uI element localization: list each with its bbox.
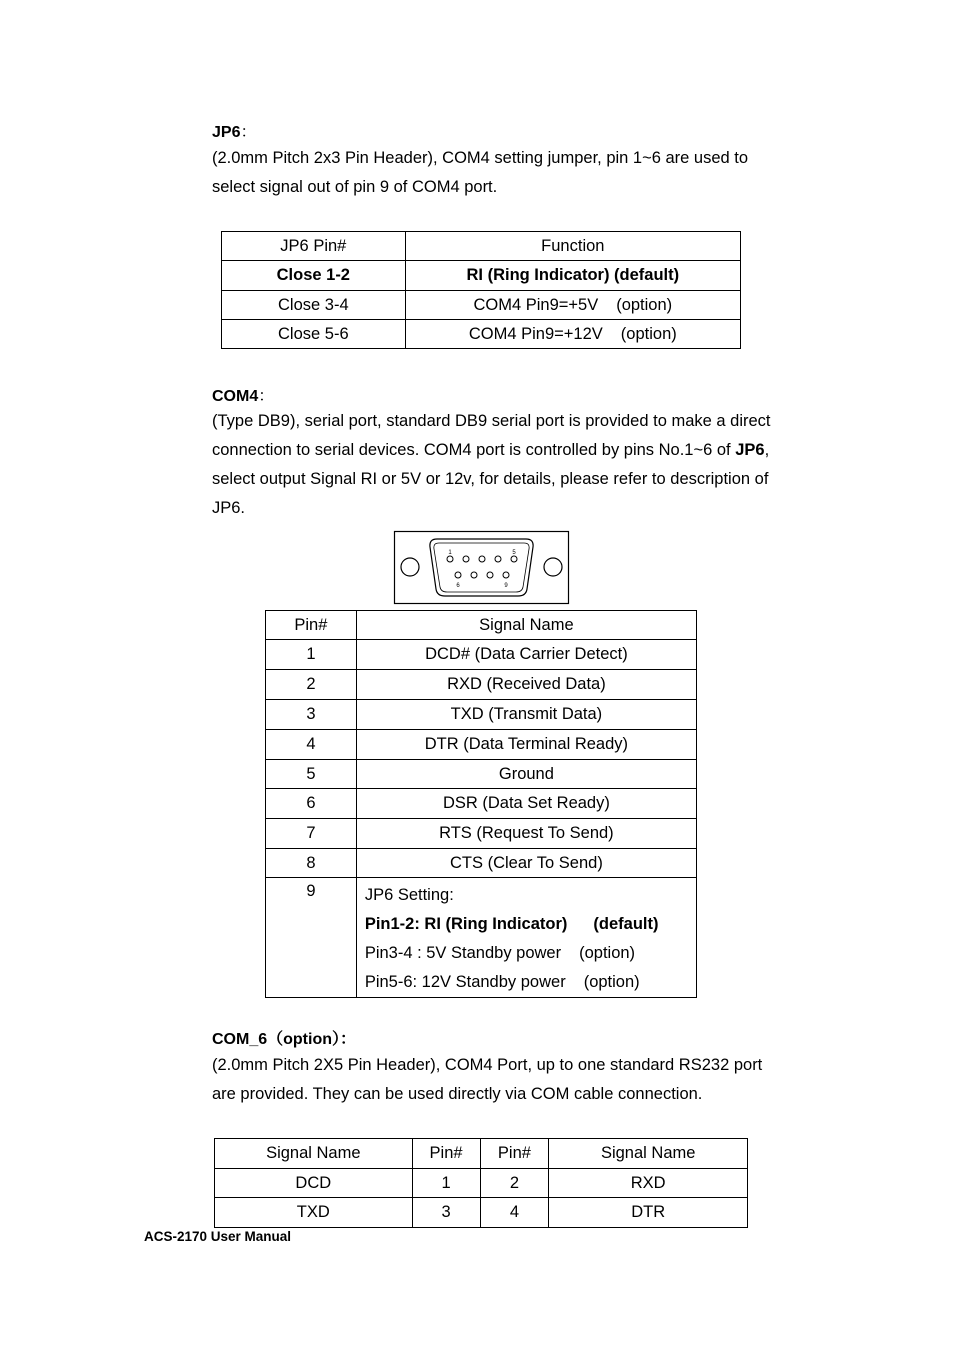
table-cell-signal: RXD (Received Data) bbox=[356, 670, 696, 700]
connector-pin-label: 9 bbox=[504, 583, 508, 589]
table-cell-signal: CTS (Clear To Send) bbox=[356, 849, 696, 878]
com6-heading: COM_6（option）： bbox=[212, 1031, 356, 1048]
table-cell-jp6-setting bbox=[356, 878, 696, 998]
table-header: Pin# bbox=[266, 611, 357, 640]
table-row bbox=[215, 1169, 748, 1198]
table-cell-signal: TXD (Transmit Data) bbox=[356, 700, 696, 730]
com4-description bbox=[212, 407, 852, 523]
table-header-row bbox=[222, 232, 741, 261]
table-cell-signal: RTS (Request To Send) bbox=[356, 819, 696, 849]
jp6-description-line1: (2.0mm Pitch 2x3 Pin Header), COM4 setting jumper, pin 1~6 are used to bbox=[212, 149, 749, 167]
table-header-row bbox=[266, 611, 697, 640]
jp6-setting-line: Pin1-2: RI (Ring Indicator) (default) bbox=[364, 915, 659, 933]
table-cell-pin: Close 5-6 bbox=[222, 320, 406, 349]
table-header: Signal Name bbox=[215, 1139, 413, 1169]
com6-pin-table bbox=[214, 1138, 748, 1228]
connector-pin-label: 6 bbox=[456, 583, 460, 589]
table-row bbox=[266, 640, 697, 670]
jp6-setting-line: Pin3-4 : 5V Standby power (option) bbox=[364, 944, 636, 962]
table-row bbox=[266, 849, 697, 878]
table-cell-function: COM4 Pin9=+5V (option) bbox=[405, 291, 740, 320]
com4-description-line1: (Type DB9), serial port, standard DB9 serial port is provided to make a direct bbox=[212, 412, 771, 430]
connector-pin-label: 5 bbox=[512, 550, 516, 556]
table-cell-signal: DCD# (Data Carrier Detect) bbox=[356, 640, 696, 670]
com6-description-line2: are provided. They can be used directly via COM cable connection. bbox=[212, 1085, 703, 1103]
table-cell: 4 bbox=[480, 1198, 549, 1228]
com6-description-line1: (2.0mm Pitch 2X5 Pin Header), COM4 Port, up to one standard RS232 port bbox=[212, 1056, 763, 1074]
com4-heading: COM4： bbox=[212, 388, 275, 405]
footer-manual-title: ACS-2170 User Manual bbox=[144, 1229, 292, 1244]
table-header: JP6 Pin# bbox=[222, 232, 406, 261]
jp6-setting-title: JP6 Setting: bbox=[364, 886, 454, 904]
com4-pin-table bbox=[265, 610, 697, 998]
table-cell-pin: 4 bbox=[266, 730, 357, 760]
table-row-pin9 bbox=[266, 878, 697, 998]
table-row bbox=[222, 291, 741, 320]
table-cell: DTR bbox=[549, 1198, 748, 1228]
table-cell: RXD bbox=[549, 1169, 748, 1198]
table-cell-function: RI (Ring Indicator) (default) bbox=[405, 261, 740, 291]
jp6-setting-line: Pin5-6: 12V Standby power (option) bbox=[364, 973, 640, 991]
table-cell-pin: 8 bbox=[266, 849, 357, 878]
table-row bbox=[266, 789, 697, 819]
table-header-row bbox=[215, 1139, 748, 1169]
table-header: Function bbox=[405, 232, 740, 261]
table-cell-pin: 6 bbox=[266, 789, 357, 819]
com4-description-line4: JP6. bbox=[212, 499, 246, 517]
table-cell-pin: Close 3-4 bbox=[222, 291, 406, 320]
jp6-description-line2: select signal out of pin 9 of COM4 port. bbox=[212, 178, 498, 196]
table-header: Pin# bbox=[480, 1139, 549, 1169]
jp6-heading: JP6： bbox=[212, 124, 257, 141]
table-header: Signal Name bbox=[549, 1139, 748, 1169]
table-cell-signal: Ground bbox=[356, 760, 696, 789]
table-cell-pin: 3 bbox=[266, 700, 357, 730]
table-cell: 1 bbox=[412, 1169, 480, 1198]
table-row bbox=[266, 670, 697, 700]
table-row bbox=[222, 320, 741, 349]
table-cell-pin: 7 bbox=[266, 819, 357, 849]
table-row bbox=[222, 261, 741, 291]
table-cell-signal: DSR (Data Set Ready) bbox=[356, 789, 696, 819]
jp6-description bbox=[212, 144, 852, 202]
com4-description-line2: connection to serial devices. COM4 port is controlled by pins No.1~6 of JP6, bbox=[212, 441, 770, 459]
jp6-table bbox=[221, 231, 741, 349]
table-row bbox=[215, 1198, 748, 1228]
table-row bbox=[266, 760, 697, 789]
table-header: Signal Name bbox=[356, 611, 696, 640]
table-cell-pin: 2 bbox=[266, 670, 357, 700]
table-cell-pin: 5 bbox=[266, 760, 357, 789]
table-cell-pin: 9 bbox=[266, 878, 357, 998]
table-cell-pin: 1 bbox=[266, 640, 357, 670]
table-row bbox=[266, 819, 697, 849]
table-cell: TXD bbox=[215, 1198, 413, 1228]
table-cell: 2 bbox=[480, 1169, 549, 1198]
com4-description-line3: select output Signal RI or 5V or 12v, for details, please refer to description of bbox=[212, 470, 769, 488]
table-cell-pin: Close 1-2 bbox=[222, 261, 406, 291]
table-cell: DCD bbox=[215, 1169, 413, 1198]
connector-pin-label: 1 bbox=[448, 550, 452, 556]
table-row bbox=[266, 700, 697, 730]
table-cell-signal: DTR (Data Terminal Ready) bbox=[356, 730, 696, 760]
table-header: Pin# bbox=[412, 1139, 480, 1169]
db9-connector-diagram bbox=[393, 530, 571, 606]
table-cell: 3 bbox=[412, 1198, 480, 1228]
com6-description bbox=[212, 1051, 852, 1109]
table-cell-function: COM4 Pin9=+12V (option) bbox=[405, 320, 740, 349]
table-row bbox=[266, 730, 697, 760]
